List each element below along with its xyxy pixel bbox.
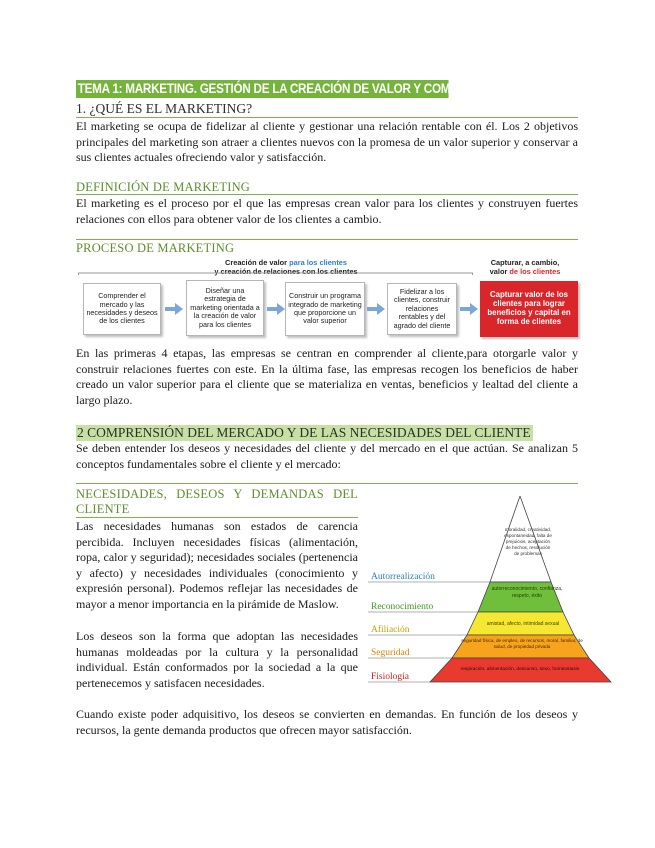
section-divider (76, 239, 578, 240)
process-step-capture: Capturar valor de los clientes para lograr beneficios y capital en forma de clientes (480, 281, 578, 337)
paragraph-que-es-marketing: El marketing se ocupa de fidelizar al cliente y gestionar una relación rentable con él. Los 2 objetivos principales del marketing son atraer a clientes nuevos con la promesa de un valor superior y conservar a sus clientes actuales ofreciendo valor y satisfacción. (76, 119, 578, 165)
process-arrow-icon (460, 303, 478, 315)
paragraph-demandas: Cuando existe poder adquisitivo, los deseos se convierten en demandas. En función de los deseos y recursos, la gente demanda productos que ofrecen mayor satisfacción. (76, 707, 578, 737)
subheading-definicion: DEFINICIÓN DE MARKETING (76, 180, 251, 194)
process-arrow-icon (165, 303, 183, 315)
paragraph-definicion: El marketing es el proceso por el que las empresas crean valor para los clientes y construyen fuertes relaciones con ellos para obtener valor de los clientes a cambio. (76, 196, 578, 226)
subheading-proceso: PROCESO DE MARKETING (76, 241, 235, 255)
capture-title-highlight: de los clientes (509, 266, 561, 276)
pyramid-label-reconocimiento: Reconocimiento (371, 602, 434, 612)
pyramid-text-afiliacion: amistad, afecto, intimidad sexual (486, 621, 560, 627)
diagram-title-text: Creación de valor (225, 258, 290, 267)
process-step-4: Fidelizar a los clientes, construir relaciones rentables y del agrado del cliente (387, 283, 457, 335)
pyramid-text-reconocimiento: autorreconocimiento, confianza, respeto, éxito (491, 586, 563, 599)
section-heading-que-es-marketing: 1. ¿QUÉ ES EL MARKETING? (76, 101, 253, 116)
process-step-1: Comprender el mercado y las necesidades y deseos de los clientes (83, 283, 161, 335)
document-title: TEMA 1: MARKETING. GESTIÓN DE LA CREACIÓN DE VALOR Y COMPROMISO (77, 81, 504, 96)
paragraph-necesidades: Las necesidades humanas son estados de carencia percibida. Incluyen necesidades físicas (alimentación, ropa, calor y seguridad); necesidades sociales (pertenencia y afecto) y necesidades individuales (conocimiento y expresión personal). Podemos reflejar las necesidades de mayor a menor importancia en la pirámide de Maslow. (76, 519, 358, 611)
capture-title-text: valor (489, 266, 510, 276)
capture-title-line1: Capturar, a cambio, (490, 258, 560, 267)
section-divider (76, 483, 578, 484)
process-arrow-icon (267, 303, 285, 315)
pyramid-text-autorrealizacion: moralidad, creatividad, espontaneidad, falta de prejuicios, aceptación de hechos, resolución de problemas (504, 527, 552, 556)
diagram-title-line2: y creación de relaciones con los clientes (214, 266, 358, 276)
process-step-3: Construir un programa integrado de marketing que proporcione un valor superior (285, 282, 365, 336)
section-heading-comprension: 2 COMPRENSIÓN DEL MERCADO Y DE LAS NECESIDADES DEL CLIENTE (77, 425, 531, 440)
heading-divider (76, 194, 578, 195)
heading-divider (76, 517, 358, 518)
pyramid-label-seguridad: Seguridad (371, 648, 410, 658)
diagram-title-highlight: para los clientes (289, 258, 347, 267)
subheading-necesidades-line2: CLIENTE (76, 502, 130, 516)
paragraph-comprension: Se deben entender los deseos y necesidades del cliente y del mercado en el que actúan. Se analizan 5 conceptos fundamentales sobre el cliente y el mercado: (76, 441, 578, 471)
subheading-necesidades: NECESIDADES, DESEOS Y DEMANDAS DEL (76, 487, 358, 501)
pyramid-label-afiliacion: Afiliación (371, 625, 410, 635)
diagram-bracket-line (78, 267, 488, 275)
pyramid-label-autorrealizacion: Autorrealización (371, 572, 435, 582)
pyramid-text-fisiologia: respiración, alimentación, descanso, sexo, homeostasis (460, 667, 580, 672)
heading-divider (76, 117, 578, 118)
paragraph-proceso: En las primeras 4 etapas, las empresas se centran en comprender al cliente,para otorgarle valor y construir relaciones fuertes con este. En la última fase, las empresas recogen los beneficios de haber creado un valor superior para el cliente que se materializa en ventas, beneficios y lealtad del cliente a largo plazo. (76, 346, 578, 407)
pyramid-text-seguridad: seguridad física, de empleo, de recursos, moral, familiar, de salud, de propiedad privada (461, 638, 583, 649)
process-arrow-icon (367, 303, 385, 315)
paragraph-deseos: Los deseos son la forma que adoptan las necesidades humanas moldeadas por la cultura y la personalidad individual. Están conformados por la sociedad a la que pertenecemos y satisfacen necesidades. (76, 629, 358, 690)
pyramid-label-fisiologia: Fisiología (371, 672, 410, 682)
process-step-2: Diseñar una estrategia de marketing orientada a la creación de valor para los clientes (186, 280, 264, 336)
